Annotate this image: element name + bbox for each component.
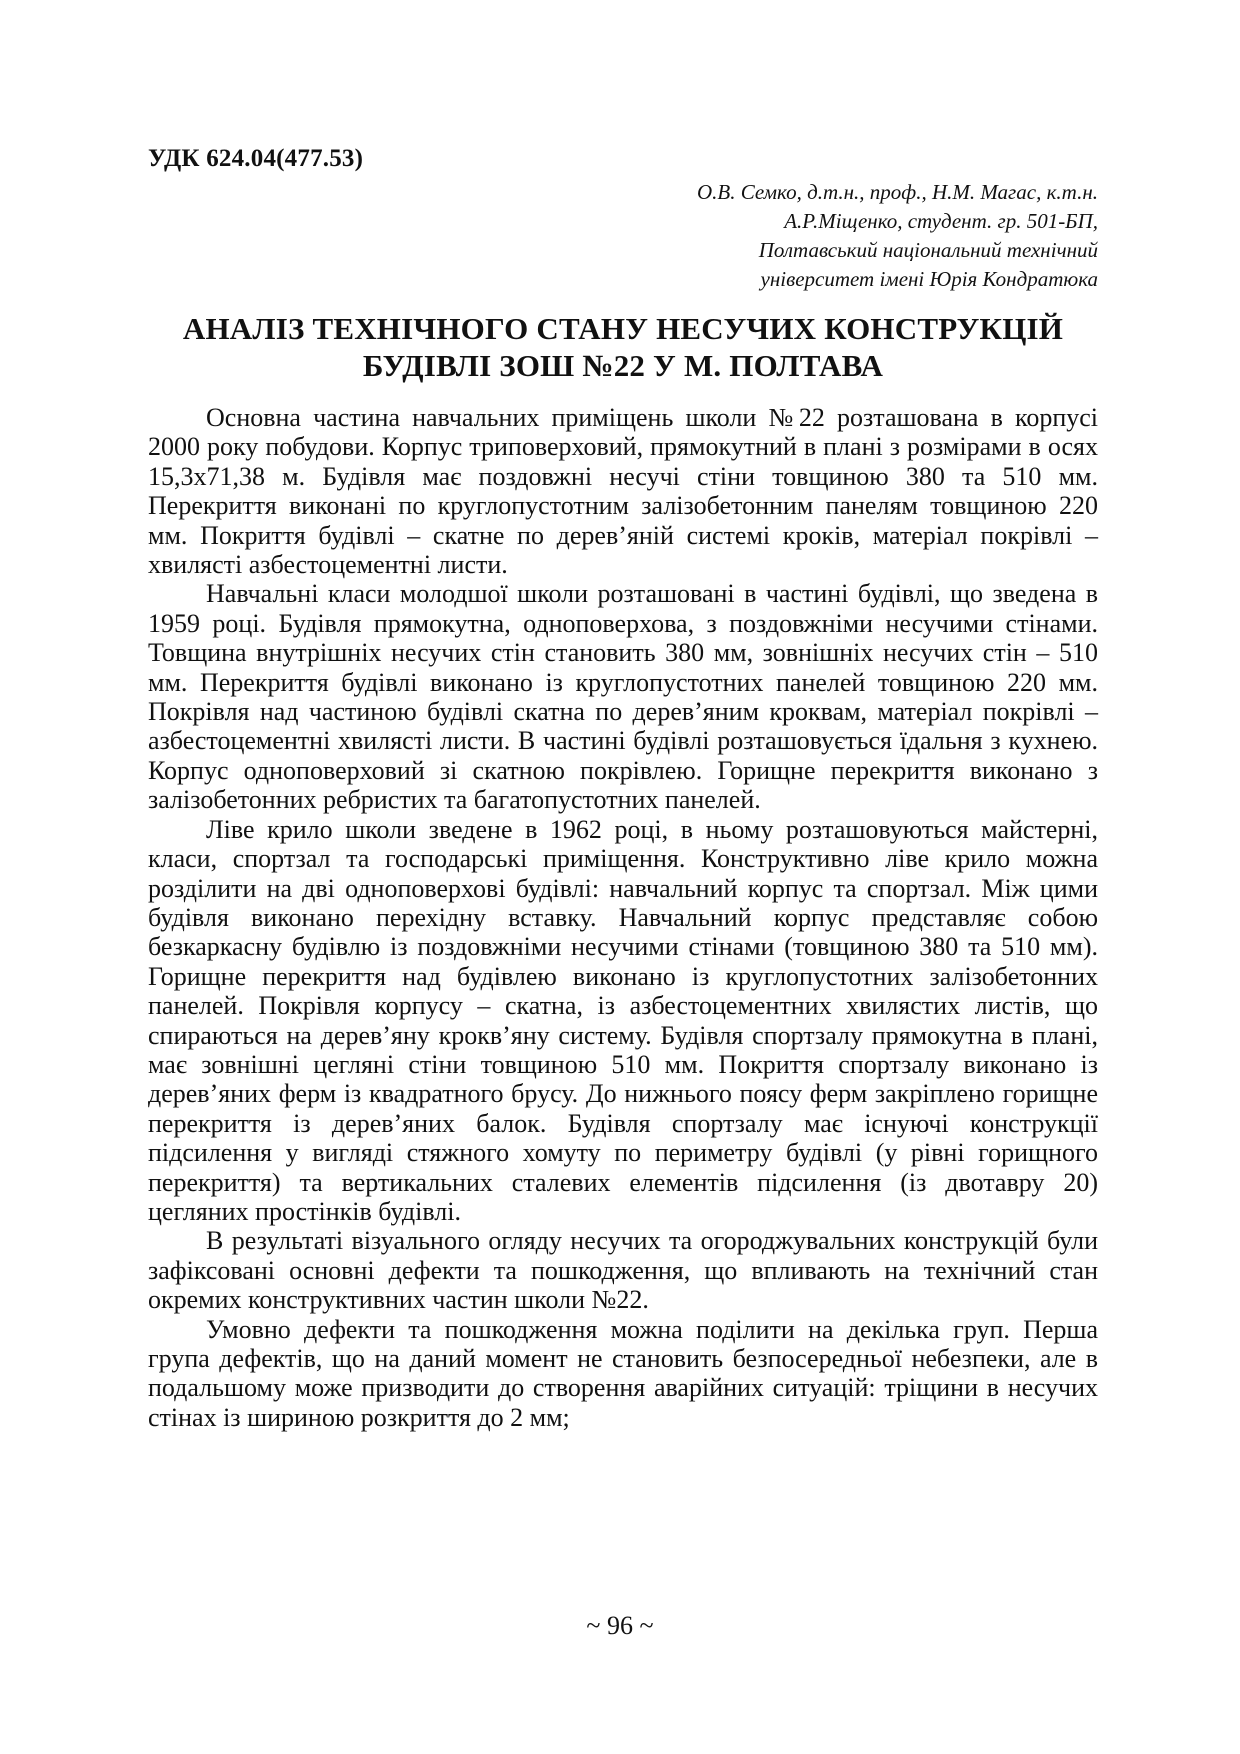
page-number: ~ 96 ~ [586,1611,654,1640]
authors-line: О.В. Семко, д.т.н., проф., Н.М. Магас, к.т.н. [696,180,1098,204]
body-paragraph: Навчальні класи молодшої школи розташовані в частині будівлі, що зведена в 1959 році. Будівля прямокутна, одноповерхова, з поздовжніми несучими стінами. Товщина внутрішніх несучих стін становить 380 мм, зовнішніх несучих стін – 510 мм. Перекриття будівлі виконано із круглопустотних панелей товщиною 220 мм. Покрівля над частиною будівлі скатна по дерев’яним кроквам, матеріал покрівлі – азбестоцементні хвилясті листи. В частині будівлі розташовується їдальня з кухнею. Корпус одноповерховий зі скатною покрівлею. Горищне перекриття виконано з залізобетонних ребристих та багатопустотних панелей. [148,579,1098,815]
body-paragraph: Ліве крило школи зведене в 1962 році, в ньому розташовуються майстерні, класи, спортзал та господарські приміщення. Конструктивно ліве крило можна розділити на дві одноповерхові будівлі: навчальний корпус та спортзал. Між цими будівля виконано перехідну вставку. Навчальний корпус представляє собою безкаркасну будівлю із поздовжніми несучими стінами (товщиною 380 та 510 мм). Горищне перекриття над будівлею виконано із круглопустотних залізобетонних панелей. Покрівля корпусу – скатна, із азбестоцементних хвилястих листів, що спираються на дерев’яну крокв’яну систему. Будівля спортзалу прямокутна в плані, має зовнішні цегляні стіни товщиною 510 мм. Покриття спортзалу виконано із дерев’яних ферм із квадратного брусу. До нижнього поясу ферм закріплено горищне перекриття із дерев’яних балок. Будівля спортзалу має існуючі конструкції підсилення у вигляді стяжного хомуту по периметру будівлі (у рівні горищного перекриття) та вертикальних сталевих елементів підсилення (із двотавру 20) цегляних простінків будівлі. [148,814,1098,1226]
affiliation-line: Полтавський національний технічний [758,238,1098,262]
body-paragraph: Основна частина навчальних приміщень школи №22 розташована в корпусі 2000 року побудови. Корпус триповерховий, прямокутний в плані з розмірами в осях 15,3х71,38 м. Будівля має поздовжні несучі стіни товщиною 380 та 510 мм. Перекриття виконані по круглопустотним залізобетонним панелям товщиною 220 мм. Покриття будівлі – скатне по дерев’яній системі кроків, матеріал покрівлі – хвилясті азбестоцементні листи. [148,403,1098,580]
authors-block [398,178,1098,294]
udk-code: УДК 624.04(477.53) [148,145,364,172]
authors-line: А.Р.Міщенко, студент. гр. 501-БП, [784,209,1098,233]
article-title [148,310,1098,384]
body-paragraph: В результаті візуального огляду несучих та огороджувальних конструкцій були зафіксовані основні дефекти та пошкодження, що впливають на технічний стан окремих конструктивних частин школи №22. [148,1226,1098,1315]
affiliation-line: університет імені Юрія Кондратюка [760,267,1098,291]
article-body [148,403,1098,1432]
title-line-2: БУДІВЛІ ЗОШ №22 У М. ПОЛТАВА [362,348,884,383]
title-line-1: АНАЛІЗ ТЕХНІЧНОГО СТАНУ НЕСУЧИХ КОНСТРУКЦІЙ [182,311,1064,346]
body-paragraph: Умовно дефекти та пошкодження можна поділити на декілька груп. Перша група дефектів, що на даний момент не становить безпосередньої небезпеки, але в подальшому може призводити до створення аварійних ситуацій: тріщини в несучих стінах із шириною розкриття до 2 мм; [148,1314,1098,1432]
